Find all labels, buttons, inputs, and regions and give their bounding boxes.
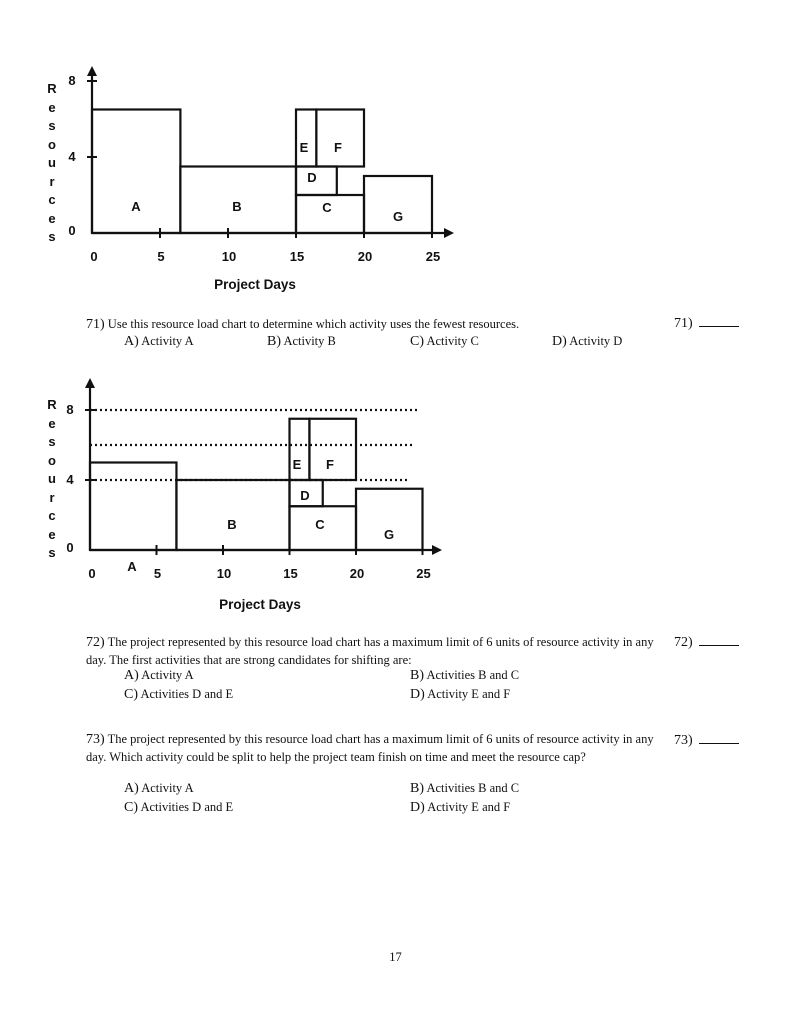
y-tick-label: 4 [66,472,74,487]
x-tick-label: 15 [283,566,298,581]
q72-option-c: C) Activities D and E [124,687,234,702]
activity-g-label: G [392,209,404,224]
x-axis-title: Project Days [214,277,296,292]
y-tick-label: 0 [66,540,74,555]
answer-blank-73: 73) [674,731,739,749]
x-tick-label: 15 [289,249,305,264]
x-tick-label: 5 [157,249,165,264]
x-axis-title: Project Days [219,597,301,612]
page-number: 17 [389,950,402,964]
x-tick-label: 5 [153,566,162,581]
y-axis-arrow [85,378,95,388]
question-73: 73) The project represented by this resource load chart has a maximum limit of 6 units of resource activity in any day. Which activity could be split to help the project team finish on time and meet the resource cap? [86,732,654,764]
activity-d-label: D [307,170,317,185]
q73-option-d: D) Activity E and F [410,800,511,815]
answer-blank-71: 71) [674,314,739,332]
q72-option-d: D) Activity E and F [410,687,511,702]
chart1-y-axis-label: R e s o u r c e s [47,81,57,244]
activity-c-label: C [322,200,332,215]
q73-option-c: C) Activities D and E [124,800,234,815]
activity-d-label: D [300,488,310,503]
x-tick-label: 10 [216,566,232,581]
activity-g-label: G [383,527,395,542]
answer-blank-72: 72) [674,633,739,651]
q73-option-a: A) Activity A [124,781,194,796]
x-tick-label: 20 [357,249,373,264]
activity-e-label: E [292,457,302,472]
activity-e-label: E [299,140,309,155]
x-tick-label: 25 [416,566,431,581]
x-tick-label: 0 [88,566,96,581]
q73-option-b: B) Activities B and C [410,781,520,796]
activity-c-label: C [315,517,325,532]
y-tick-label: 8 [66,402,74,417]
activity-a-label: A [131,199,141,214]
q72-option-a: A) Activity A [124,668,194,683]
q71-option-d: D) Activity D [552,334,623,349]
x-tick-label: 0 [90,249,98,264]
activity-f-label: F [326,457,334,472]
q72-option-b: B) Activities B and C [410,668,520,683]
activity-b-label: B [227,517,237,532]
y-tick-label: 8 [68,73,76,88]
x-tick-label: 20 [349,566,365,581]
q71-option-a: A) Activity A [124,334,194,349]
activity-a-label: A [127,559,137,574]
q71-option-b: B) Activity B [267,334,336,349]
question-71: 71) Use this resource load chart to determine which activity uses the fewest resources. [86,317,520,332]
x-axis-arrow [432,545,442,555]
x-tick-label: 10 [221,249,237,264]
y-tick-label: 4 [68,149,76,164]
chart2-y-axis-label: R e s o u r c e s [47,397,57,560]
activity-f-label: F [334,140,342,155]
y-tick-label: 0 [68,223,76,238]
x-tick-label: 25 [425,249,441,264]
activity-b-label: B [232,199,242,214]
activity-a-block [90,463,176,551]
activity-b-block [176,480,289,550]
question-72: 72) The project represented by this resource load chart has a maximum limit of 6 units of resource activity in any day. The first activities that are strong candidates for shifting are: [86,635,654,667]
q71-option-c: C) Activity C [410,334,479,349]
